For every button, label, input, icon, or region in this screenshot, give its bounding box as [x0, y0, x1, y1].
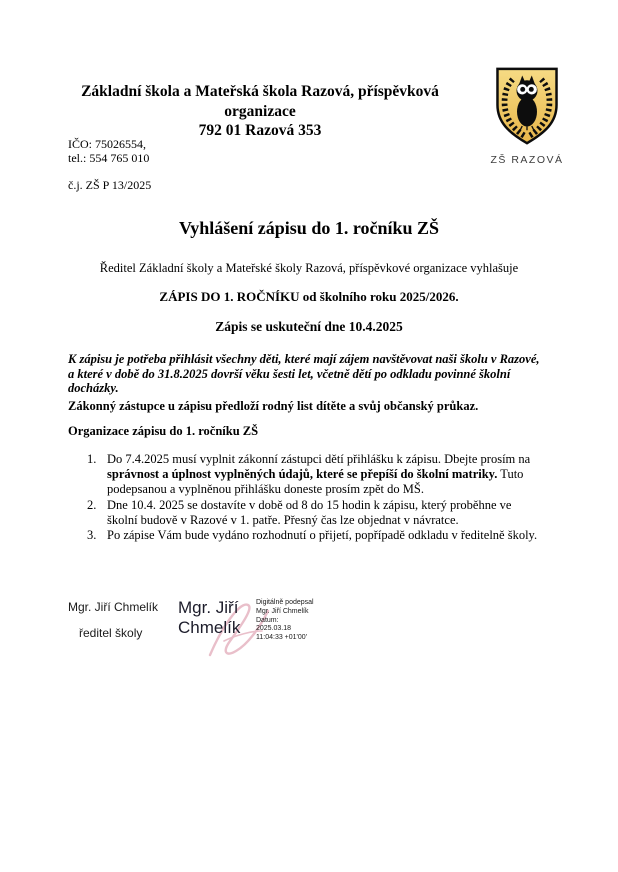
tel-line: tel.: 554 765 010: [68, 151, 150, 165]
list-item: [87, 498, 541, 528]
signatory-role: ředitel školy: [79, 626, 143, 640]
notice-paragraph: K zápisu je potřeba přihlásit všechny děti, které mají zájem navštěvovat naši školu v Razové, a které v době do 31.8.2025 dovrší věku šesti let, včetně dětí po odkladu povinné školní docházky.: [68, 352, 540, 395]
school-header: [50, 82, 470, 141]
list-item-text: [107, 452, 541, 498]
signatory-name: Mgr. Jiří Chmelík: [68, 600, 159, 614]
list-item: [87, 528, 541, 543]
instructions-list: [87, 452, 541, 543]
list-item-text-part1: Do 7.4.2025 musí vyplnit zákonní zástupci dětí přihlášku k zápisu. Dbejte prosím na: [107, 452, 531, 466]
school-name: Základní škola a Mateřská škola Razová, příspěvková organizace: [81, 83, 439, 120]
list-item-number: 1.: [87, 452, 97, 466]
digital-signature-name: [178, 598, 256, 643]
digital-signature-details: [256, 598, 314, 643]
list-item: [87, 452, 541, 498]
list-item-number: 2.: [87, 497, 97, 512]
owl-shield-icon: [492, 66, 562, 146]
reference-number: č.j. ZŠ P 13/2025: [68, 178, 152, 192]
ico-line: IČO: 75026554,: [68, 137, 146, 151]
list-item-text: Dne 10.4. 2025 se dostavíte v době od 8 do 15 hodin k zápisu, který proběhne ve školní budově v Razové v 1. patře. Přesný čas lze objednat v návratce.: [107, 497, 512, 527]
digital-signature-signed-by: Digitálně podepsal Mgr. Jiří Chmelík: [256, 599, 314, 615]
digital-signature-name-line2: Chmelík: [178, 617, 241, 637]
logo-caption: ZŠ RAZOVÁ: [490, 154, 564, 166]
intro-line: Ředitel Základní školy a Mateřské školy Razová, příspěvkové organizace vyhlašuje: [99, 261, 519, 275]
enrollment-date-line: Zápis se uskuteční dne 10.4.2025: [215, 319, 403, 334]
page-title: Vyhlášení zápisu do 1. ročníku ZŠ: [178, 218, 440, 238]
announcement-line: ZÁPIS DO 1. ROČNÍKU od školního roku 2025/2026.: [159, 289, 459, 304]
school-address: 792 01 Razová 353: [198, 122, 322, 139]
digital-signature-block: [178, 598, 314, 643]
digital-signature-name-line1: Mgr. Jiří: [178, 598, 239, 617]
digital-signature-datetime: Datum: 2025.03.18 11:04:33 +01'00': [256, 616, 308, 642]
list-item-number: 3.: [87, 528, 97, 543]
list-item-text-bold: správnost a úplnost vyplněných údajů, které se přepíší do školní matriky.: [107, 467, 498, 482]
school-logo: [484, 66, 570, 166]
list-item-text: Po zápise Vám bude vydáno rozhodnutí o přijetí, popřípadě odkladu v ředitelně školy.: [107, 528, 538, 543]
required-documents-line: Zákonný zástupce u zápisu předloží rodný list dítěte a svůj občanský průkaz.: [68, 399, 479, 413]
organization-heading: Organizace zápisu do 1. ročníku ZŠ: [68, 424, 259, 438]
contact-block: [68, 137, 149, 165]
list-item-text-part2: Tuto podepsanou a vyplněnou přihlášku doneste prosím zpět do MŠ.: [107, 467, 524, 497]
